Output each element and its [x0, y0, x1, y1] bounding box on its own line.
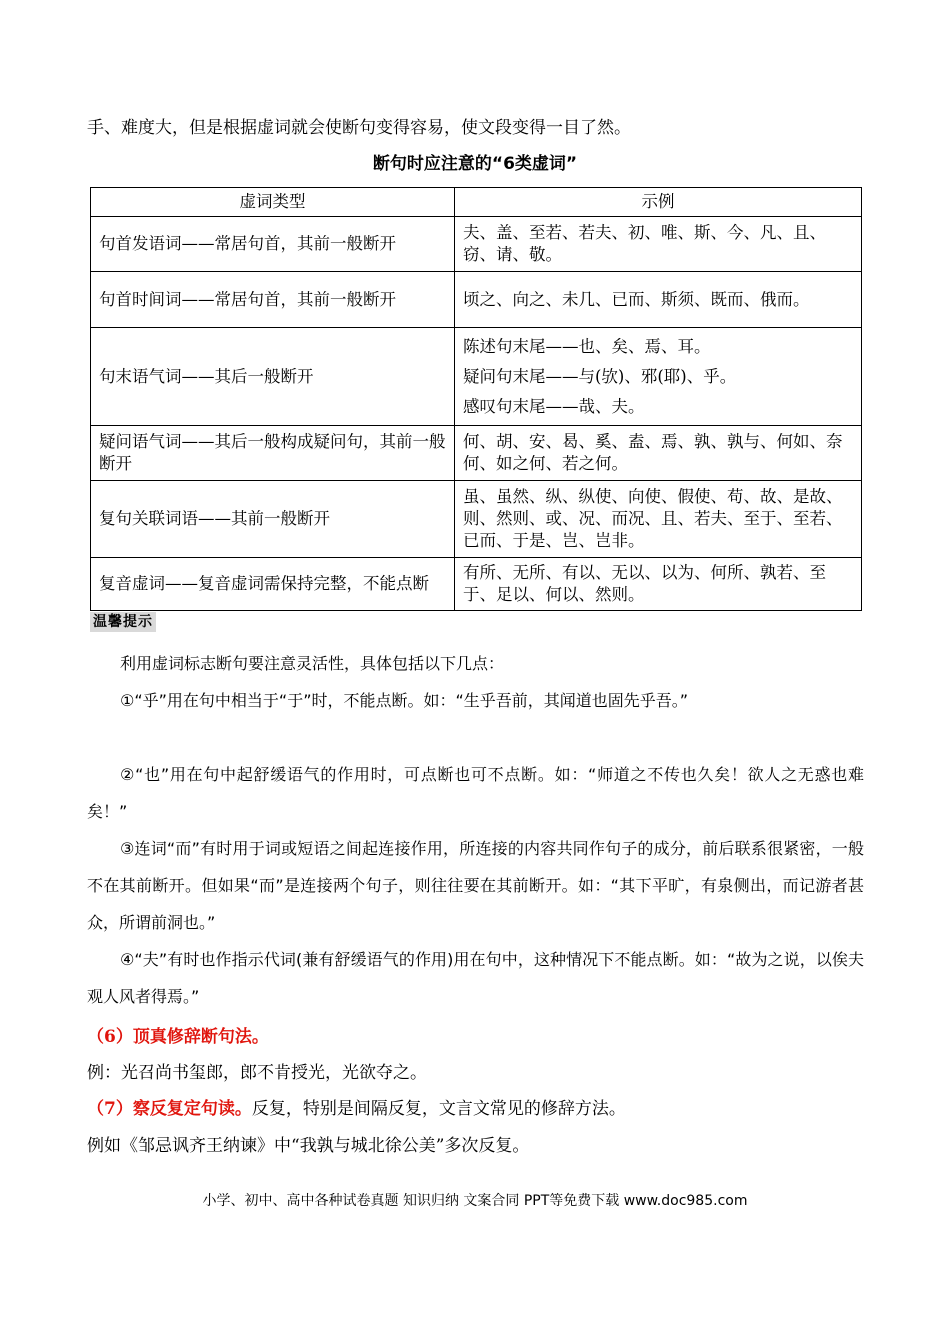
section-7-text: 反复，特别是间隔反复，文言文常见的修辞方法。: [251, 1099, 626, 1119]
table-row: [91, 217, 862, 272]
intro-paragraph: 手、难度大，但是根据虚词就会使断句变得容易，使文段变得一目了然。: [87, 118, 631, 138]
tip-intro: 利用虚词标志断句要注意灵活性，具体包括以下几点：: [120, 654, 505, 673]
table-row: [91, 328, 862, 426]
tip-point-2: ②“也”用在句中起舒缓语气的作用时，可点断也可不点断。如：“师道之不传也久矣！欲人之无惑也难矣！”: [87, 765, 864, 821]
section-7-example: 例如《邹忌讽齐王纳谏》中“我孰与城北徐公美”多次反复。: [87, 1136, 530, 1156]
section-7-title: （7）察反复定句读。: [87, 1099, 252, 1119]
example-line: 感叹句末尾——哉、夫。: [463, 396, 645, 416]
table-row: [91, 481, 862, 558]
tip-label: 温馨提示: [90, 612, 156, 632]
section-6-title: （6）顶真修辞断句法。: [87, 1027, 269, 1047]
example-cell: 虽、虽然、纵、纵使、向使、假使、苟、故、是故、则、然则、或、况、而况、且、若夫、至于、至若、已而、于是、岂、岂非。: [455, 481, 862, 558]
table-title: 断句时应注意的“6类虚词”: [372, 154, 578, 174]
word-type-cell: 复句关联词语——其前一般断开: [91, 481, 455, 558]
word-type-cell: 句首发语词——常居句首，其前一般断开: [91, 217, 455, 272]
table-row: [91, 426, 862, 481]
function-words-table: [90, 187, 862, 611]
tip-point-3: ③连词“而”有时用于词或短语之间起连接作用，所连接的内容共同作句子的成分，前后联系很紧密，一般不在其前断开。但如果“而”是连接两个句子，则往往要在其前断开。如：“其下平旷，有泉侧出，而记游者甚众，所谓前洞也。”: [87, 839, 864, 932]
tip-point-1: ①“乎”用在句中相当于“于”时，不能点断。如：“生乎吾前，其闻道也固先乎吾。”: [120, 691, 689, 710]
example-line: 陈述句末尾——也、矣、焉、耳。: [463, 336, 711, 356]
example-cell: [455, 328, 862, 426]
example-line: 疑问句末尾——与(欤)、邪(耶)、乎。: [463, 366, 737, 386]
tip-point-4: ④“夫”有时也作指示代词(兼有舒缓语气的作用)用在句中，这种情况下不能点断。如：“故为之说，以俟夫观人风者得焉。”: [87, 950, 864, 1006]
table-row: [91, 272, 862, 328]
section-6-example: 例：光召尚书玺郎，郎不肯授光，光欲夺之。: [87, 1063, 427, 1083]
header-type: 虚词类型: [91, 188, 455, 217]
example-cell: 夫、盖、至若、若夫、初、唯、斯、今、凡、且、窃、请、敬。: [455, 217, 862, 272]
word-type-cell: 句首时间词——常居句首，其前一般断开: [91, 272, 455, 328]
header-example: 示例: [455, 188, 862, 217]
word-type-cell: 复音虚词——复音虚词需保持完整，不能点断: [91, 558, 455, 611]
example-cell: 顷之、向之、未几、已而、斯须、既而、俄而。: [455, 272, 862, 328]
section-6-heading: [87, 1025, 269, 1049]
section-7-paragraph: [87, 1097, 626, 1121]
example-cell: 有所、无所、有以、无以、以为、何所、孰若、至于、足以、何以、然则。: [455, 558, 862, 611]
page-footer: 小学、初中、高中各种试卷真题 知识归纳 文案合同 PPT等免费下载 www.doc985.com: [202, 1193, 748, 1209]
word-type-cell: 疑问语气词——其后一般构成疑问句，其前一般断开: [91, 426, 455, 481]
word-type-cell: 句末语气词——其后一般断开: [91, 328, 455, 426]
table-header-row: [91, 188, 862, 217]
example-cell: 何、胡、安、曷、奚、盍、焉、孰、孰与、何如、奈何、如之何、若之何。: [455, 426, 862, 481]
table-row: [91, 558, 862, 611]
